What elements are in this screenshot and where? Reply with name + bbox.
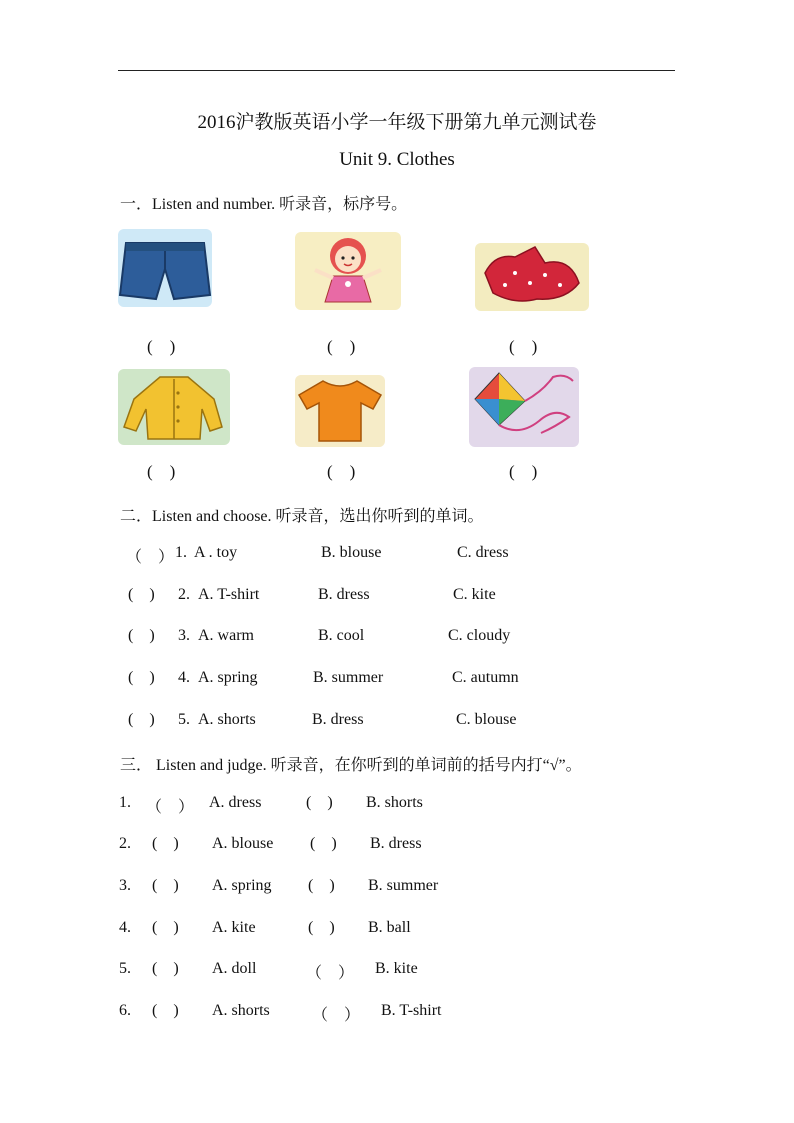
option-a: A. spring	[198, 669, 258, 686]
judge-item	[0, 794, 794, 816]
option-a: A. kite	[212, 919, 256, 936]
option-a: A. spring	[212, 877, 272, 894]
number-blank-2[interactable]: ( )	[327, 337, 356, 356]
option-a: A. warm	[198, 627, 254, 644]
answer-blank-b[interactable]: ( )	[308, 919, 335, 936]
option-b: B. dress	[312, 711, 364, 728]
answer-blank-b[interactable]: （ ）	[312, 1007, 361, 1024]
item-number: 1.	[175, 544, 187, 561]
dress-icon	[475, 243, 589, 311]
number-blank-5[interactable]: ( )	[327, 462, 356, 481]
judge-item	[0, 835, 794, 857]
section3-heading: 三． Listen and judge. 听录音，在你听到的单词前的括号内打“√”。	[120, 757, 582, 774]
answer-blank-b[interactable]: （ ）	[306, 965, 355, 982]
option-c: C. autumn	[452, 669, 519, 686]
answer-blank-b[interactable]: ( )	[306, 794, 333, 811]
option-a: A. T-shirt	[198, 586, 260, 603]
option-a: A. shorts	[198, 711, 256, 728]
answer-blank-a[interactable]: ( )	[152, 960, 179, 977]
judge-item	[0, 1002, 794, 1024]
item-number: 6.	[119, 1002, 131, 1019]
choose-item	[0, 669, 794, 691]
jacket-icon	[118, 369, 230, 445]
option-c: C. kite	[453, 586, 496, 603]
judge-item	[0, 877, 794, 899]
option-c: C. dress	[457, 544, 509, 561]
option-b: B. blouse	[321, 544, 382, 561]
doll-icon	[295, 232, 401, 310]
answer-blank-a[interactable]: （ ）	[146, 799, 195, 816]
number-blank-3[interactable]: ( )	[509, 337, 538, 356]
item-number: 4.	[178, 669, 190, 686]
option-b: B. dress	[370, 835, 422, 852]
answer-blank[interactable]: ( )	[128, 627, 155, 644]
item-number: 5.	[119, 960, 131, 977]
answer-blank-b[interactable]: ( )	[308, 877, 335, 894]
answer-blank[interactable]: （ ）	[126, 549, 175, 566]
number-blank-1[interactable]: ( )	[147, 337, 176, 356]
option-b: B. T-shirt	[381, 1002, 442, 1019]
option-b: B. shorts	[366, 794, 423, 811]
option-a: A. dress	[209, 794, 262, 811]
item-number: 2.	[178, 586, 190, 603]
option-b: B. ball	[368, 919, 411, 936]
answer-blank-a[interactable]: ( )	[152, 1002, 179, 1019]
item-number: 5.	[178, 711, 190, 728]
option-b: B. cool	[318, 627, 365, 644]
item-number: 2.	[119, 835, 131, 852]
number-blank-4[interactable]: ( )	[147, 462, 176, 481]
section2-heading: 二．Listen and choose. 听录音，选出你听到的单词。	[120, 508, 484, 525]
choose-item	[0, 544, 794, 566]
item-number: 4.	[119, 919, 131, 936]
option-a: A. shorts	[212, 1002, 270, 1019]
answer-blank-a[interactable]: ( )	[152, 919, 179, 936]
kite-icon	[469, 367, 579, 447]
t-shirt-icon	[295, 375, 385, 447]
option-a: A . toy	[194, 544, 238, 561]
answer-blank-a[interactable]: ( )	[152, 835, 179, 852]
number-blank-6[interactable]: ( )	[509, 462, 538, 481]
item-number: 1.	[119, 794, 131, 811]
page-subtitle: Unit 9. Clothes	[339, 149, 455, 170]
answer-blank-a[interactable]: ( )	[152, 877, 179, 894]
answer-blank[interactable]: ( )	[128, 711, 155, 728]
choose-item	[0, 711, 794, 733]
page-title: 2016沪教版英语小学一年级下册第九单元测试卷	[197, 112, 597, 133]
section1-heading: 一．Listen and number. 听录音，标序号。	[120, 196, 408, 213]
answer-blank[interactable]: ( )	[128, 669, 155, 686]
choose-item	[0, 627, 794, 649]
shorts-icon	[118, 229, 212, 307]
item-number: 3.	[178, 627, 190, 644]
judge-item	[0, 960, 794, 982]
option-c: C. blouse	[456, 711, 517, 728]
item-number: 3.	[119, 877, 131, 894]
option-c: C. cloudy	[448, 627, 511, 644]
option-b: B. summer	[368, 877, 439, 894]
header-rule	[118, 70, 675, 71]
option-b: B. kite	[375, 960, 418, 977]
answer-blank-b[interactable]: ( )	[310, 835, 337, 852]
judge-item	[0, 919, 794, 941]
option-b: B. dress	[318, 586, 370, 603]
answer-blank[interactable]: ( )	[128, 586, 155, 603]
choose-item	[0, 586, 794, 608]
option-a: A. blouse	[212, 835, 274, 852]
option-a: A. doll	[212, 960, 257, 977]
option-b: B. summer	[313, 669, 384, 686]
